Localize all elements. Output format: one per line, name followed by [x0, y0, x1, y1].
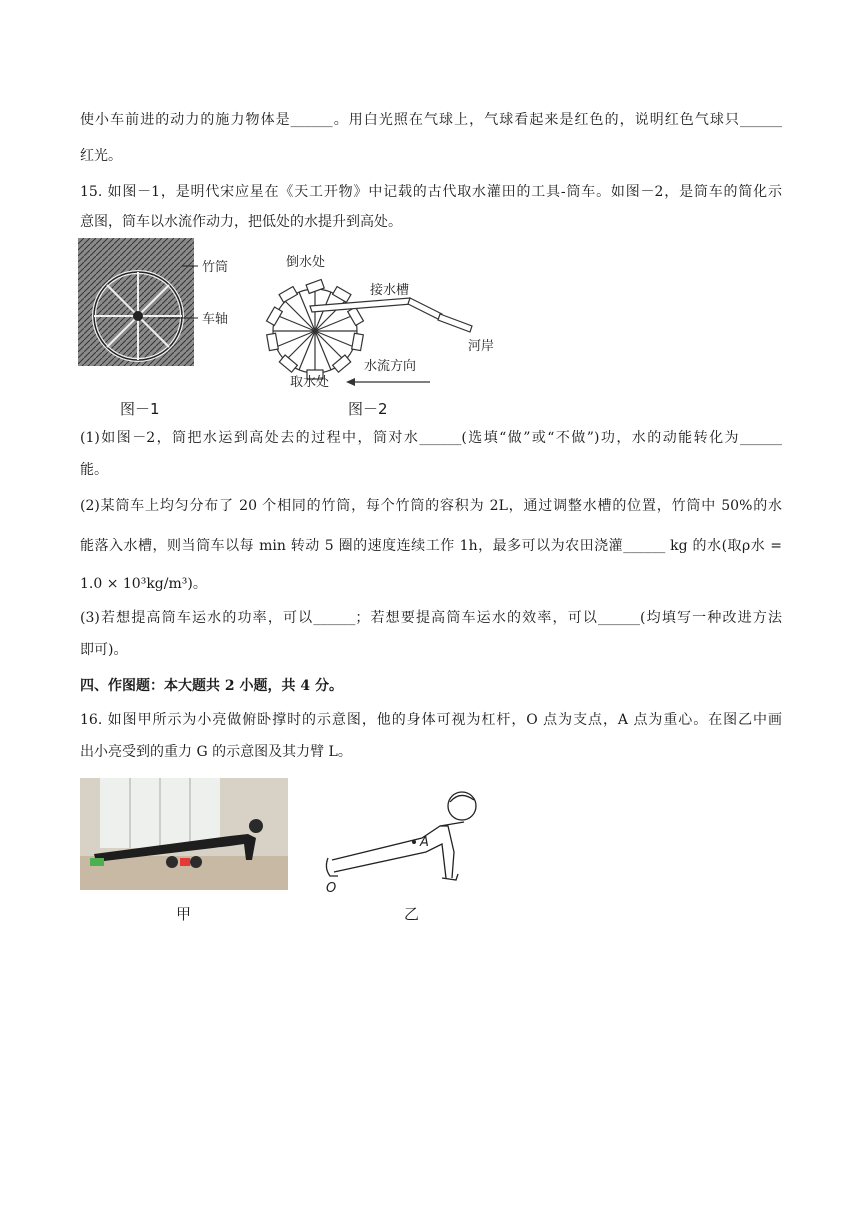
- figure-1-label-tube: 竹筒: [202, 260, 229, 275]
- question-15-line-1: 15. 如图－1，是明代宋应星在《天工开物》中记载的古代取水灌田的工具-筒车。如图－2，是筒车的简化示: [80, 184, 782, 200]
- part-2-line-2: 能落入水槽，则当筒车以每 min 转动 5 圈的速度连续工作 1h，最多可以为农田浇灌______ kg 的水(取ρ水 =: [80, 538, 782, 554]
- figure-2-label-pour: 倒水处: [286, 255, 326, 270]
- figure-yi-caption: 乙: [404, 905, 420, 923]
- figure-2-caption: 图－2: [348, 400, 388, 418]
- question-16-line-1: 16. 如图甲所示为小亮做俯卧撑时的示意图，他的身体可视为杠杆，O 点为支点，A 点为重心。在图乙中画: [80, 712, 782, 728]
- figure-2-label-bank: 河岸: [468, 339, 495, 354]
- part-1-line-1: (1)如图－2，筒把水运到高处去的过程中，筒对水______(选填“做”或“不做”)功，水的动能转化为______: [80, 430, 782, 446]
- question-16-line-2: 出小亮受到的重力 G 的示意图及其力臂 L。: [80, 744, 352, 760]
- figure-1-caption: 图－1: [120, 400, 160, 418]
- figure-jia-pushup-photo: [80, 778, 288, 890]
- part-3-line-2: 即可)。: [80, 642, 128, 658]
- figure-yi-pushup-drawing: [322, 782, 482, 896]
- part-2-line-3: 1.0 × 10³kg/m³)。: [80, 576, 207, 592]
- figure-1-waterwheel-photo: [78, 238, 258, 398]
- figure-2-label-trough: 接水槽: [370, 283, 410, 298]
- part-3-line-1: (3)若想提高筒车运水的功率，可以______；若想要提高筒车运水的效率，可以______(均填写一种改进方法: [80, 610, 782, 626]
- figure-2-label-flow: 水流方向: [364, 359, 417, 374]
- part-1-line-2: 能。: [80, 462, 108, 478]
- figure-2-label-take: 取水处: [290, 375, 330, 390]
- figure-jia-caption: 甲: [176, 905, 192, 923]
- figure-1-label-axle: 车轴: [202, 312, 229, 327]
- question-15-line-2: 意图，筒车以水流作动力，把低处的水提升到高处。: [80, 214, 402, 230]
- part-2-line-1: (2)某筒车上均匀分布了 20 个相同的竹筒，每个竹筒的容积为 2L，通过调整水槽的位置，竹筒中 50%的水: [80, 498, 782, 514]
- figure-2-schematic: [260, 246, 510, 396]
- text-line-2: 红光。: [80, 148, 122, 164]
- point-o-label: O: [326, 881, 337, 896]
- section-4-heading: 四、作图题：本大题共 2 小题，共 4 分。: [80, 678, 343, 694]
- point-a-label: A: [420, 835, 429, 850]
- text-line-1: 使小车前进的动力的施力物体是______。用白光照在气球上，气球看起来是红色的，说明红色气球只______: [80, 112, 782, 128]
